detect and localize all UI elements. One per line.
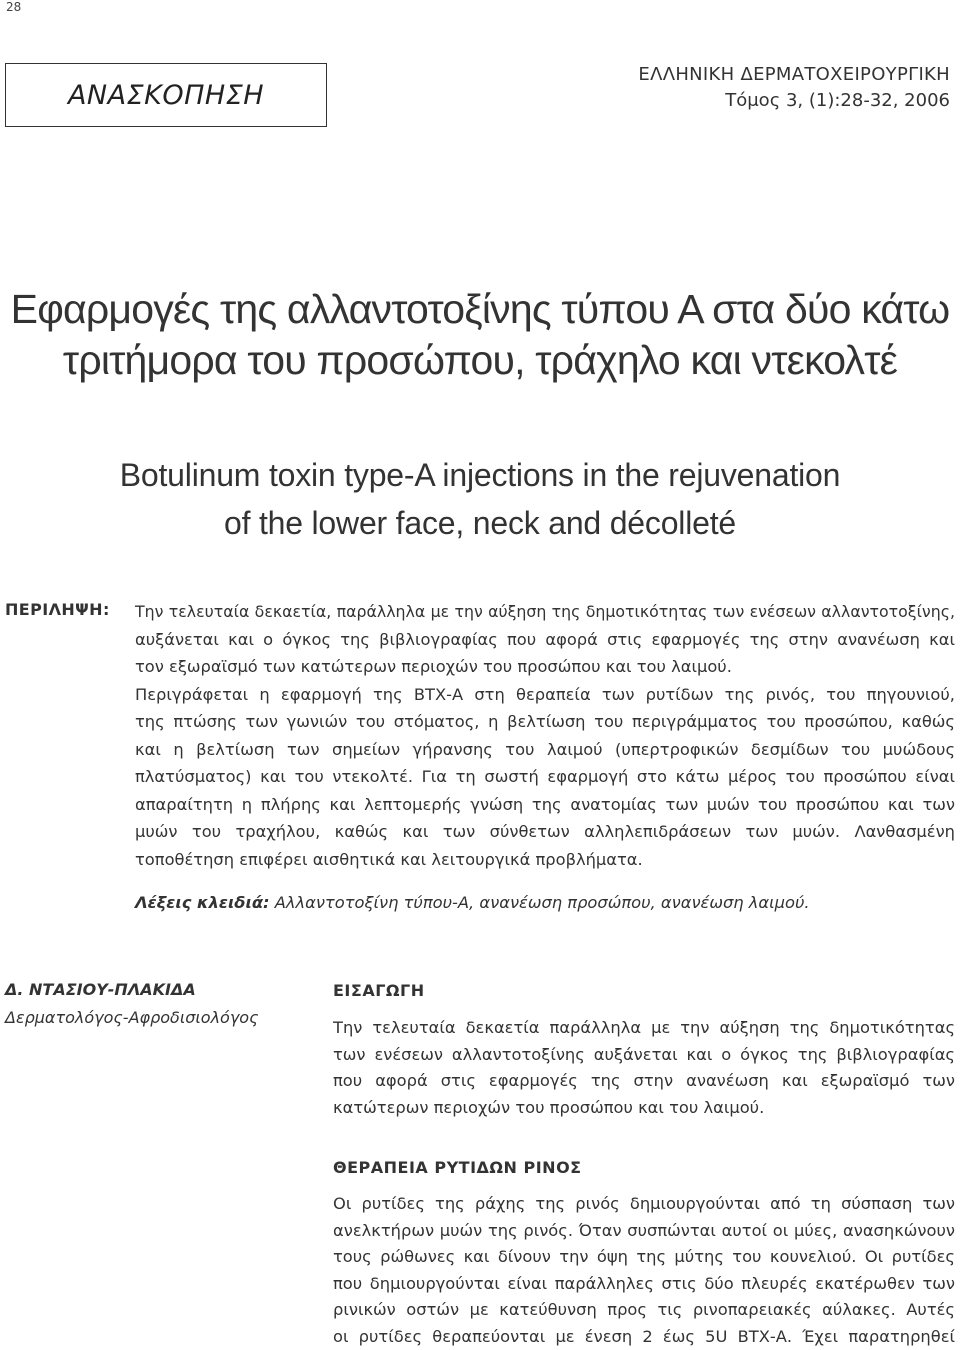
nose-section-line: ανελκτήρων μυών της ρινός. Όταν συσπώνται αυτοί οι μύες, ανασηκώνουν xyxy=(333,1220,955,1240)
nose-section-line: που δημιουργούνται είναι παράλληλες στις δύο πλευρές εκατέρωθεν των xyxy=(333,1273,955,1293)
journal-name: ΕΛΛΗΝΙΚΗ ΔΕΡΜΑΤΟΧΕΙΡΟΥΡΓΙΚΗ xyxy=(638,64,950,85)
section-label-box xyxy=(5,63,327,127)
nose-section-line: Οι ρυτίδες της ράχης της ρινός δημιουργούνται από τη σύσπαση των xyxy=(333,1194,955,1213)
section-label: ΑΝΑΣΚΟΠΗΣΗ xyxy=(67,79,265,111)
abstract-body xyxy=(135,598,955,873)
page-number: 28 xyxy=(6,0,22,14)
introduction-body xyxy=(333,1015,955,1121)
journal-issue: Τόμος 3, (1):28-32, 2006 xyxy=(725,90,950,111)
title-english xyxy=(0,451,960,547)
title-greek xyxy=(0,284,960,386)
keywords xyxy=(135,891,955,915)
introduction-line: των ενέσεων αλλαντοτοξίνης αυξάνεται και ο όγκος της βιβλιογραφίας xyxy=(333,1044,955,1064)
introduction-line: κατώτερων περιοχών του προσώπου και του λαιμού. xyxy=(333,1097,765,1117)
author-role: Δερματολόγος-Αφροδισιολόγος xyxy=(5,1008,259,1027)
nose-section-line: οι ρυτίδες θεραπεύονται με ένεση 2 έως 5U ΒΤΧ-Α. Έχει παρατηρηθεί xyxy=(333,1326,955,1346)
abstract-line: Περιγράφεται η εφαρμογή της ΒΤΧ-Α στη θεραπεία των ρυτίδων της ρινός, του πηγουνιού, xyxy=(135,684,955,704)
introduction-line: Την τελευταία δεκαετία παράλληλα με την αύξηση της δημοτικότητας xyxy=(333,1018,955,1037)
abstract-line: μυών του τραχήλου, καθώς και των σύνθετων αλληλεπιδράσεων των μυών. Λανθασμένη xyxy=(135,822,955,841)
nose-section-line: ρινικών οστών με κατεύθυνση προς τις ρινοπαρειακές αύλακες. Αυτές xyxy=(333,1300,955,1319)
keywords-label: Λέξεις κλειδιά: xyxy=(135,893,270,912)
abstract-line: αυξάνεται και ο όγκος της βιβλιογραφίας που αφορά στις εφαρμογές της στην ανανέωση και xyxy=(135,629,955,649)
abstract-line: Την τελευταία δεκαετία, παράλληλα με την αύξηση της δημοτικότητας των ενέσεων αλλαντοτοξίνης, xyxy=(135,602,955,621)
author-name: Δ. ΝΤΑΣΙΟΥ-ΠΛΑΚΙΔΑ xyxy=(5,980,196,999)
nose-section-body xyxy=(333,1191,955,1350)
title-greek-line: τριτήμορα του προσώπου, τράχηλο και ντεκολτέ xyxy=(62,337,898,383)
title-greek-line: Εφαρμογές της αλλαντοτοξίνης τύπου Α στα δύο κάτω xyxy=(10,286,950,332)
abstract-line: απαραίτητη η πλήρης και λεπτομερής γνώση της ανατομίας των μυών του προσώπου και των xyxy=(135,794,955,814)
introduction-line: που αφορά στις εφαρμογές της στην ανανέωση και εξωραϊσμό των xyxy=(333,1071,955,1090)
introduction-heading: ΕΙΣΑΓΩΓΗ xyxy=(333,981,425,1000)
nose-section-line: τους ρώθωνες και δίνουν την όψη της μύτης του κουνελιού. Οι ρυτίδες xyxy=(333,1247,955,1266)
journal-header xyxy=(638,62,950,114)
abstract-line: και η βελτίωση των σημείων γήρανσης του λαιμού (υπερτροφικών δεσμίδων του μυώδους xyxy=(135,739,955,759)
keywords-text: Αλλαντοτοξίνη τύπου-Α, ανανέωση προσώπου, ανανέωση λαιμού. xyxy=(269,893,810,912)
nose-section-heading: ΘΕΡΑΠΕΙΑ ΡΥΤΙΔΩΝ ΡΙΝΟΣ xyxy=(333,1158,582,1177)
abstract-line: τον εξωραϊσμό των κατώτερων περιοχών του προσώπου και του λαιμού. xyxy=(135,657,732,676)
abstract-line: τοποθέτηση επιφέρει αισθητικά και λειτουργικά προβλήματα. xyxy=(135,849,643,869)
title-english-line: Botulinum toxin type-A injections in the rejuvenation xyxy=(119,457,841,493)
title-english-line: of the lower face, neck and décolleté xyxy=(223,505,737,541)
abstract-label: ΠΕΡΙΛΗΨΗ: xyxy=(5,600,110,619)
abstract-line: της πτώσης των γωνιών του στόματος, η βελτίωση του περιγράμματος του προσώπου, καθώς xyxy=(135,712,955,731)
abstract-line: πλατύσματος) και του ντεκολτέ. Για τη σωστή εφαρμογή στο κάτω μέρος του προσώπου είναι xyxy=(135,767,955,786)
